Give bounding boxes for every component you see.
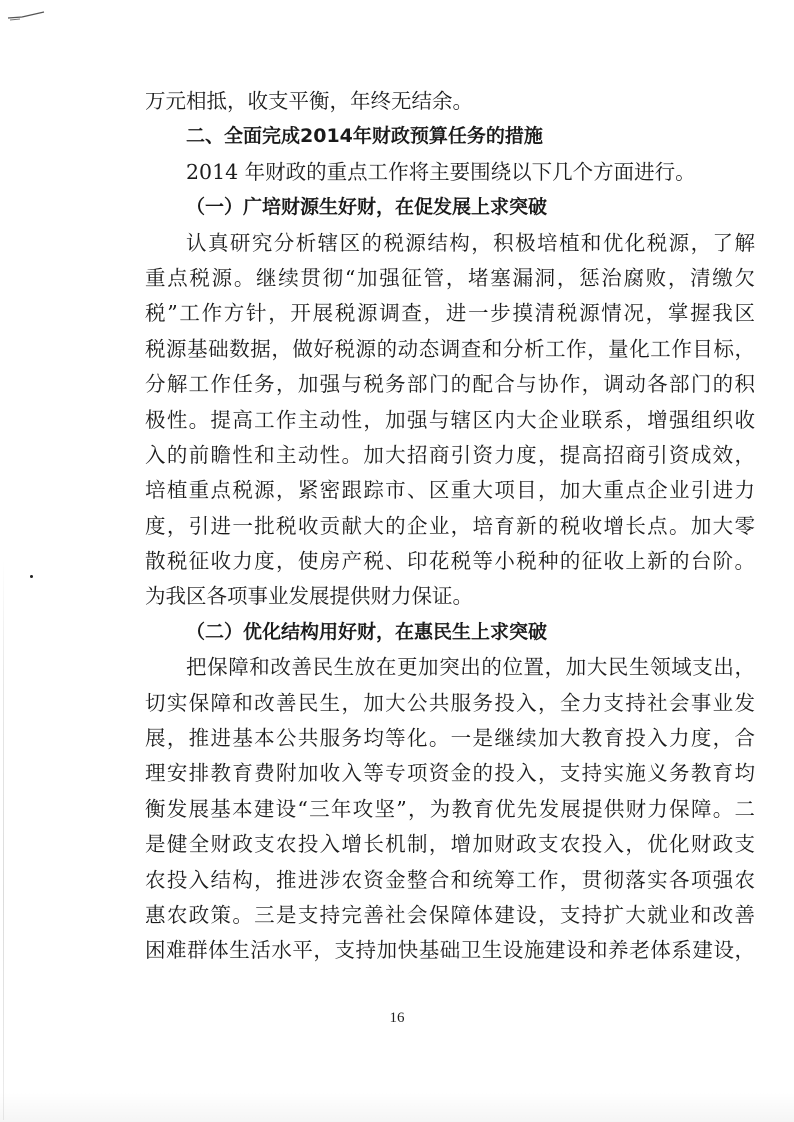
paragraph-line: 衡发展基本建设“三年攻坚”，为教育优先发展提供财力保障。二 — [145, 796, 755, 821]
document-body — [145, 84, 755, 969]
paragraph-line: 理安排教育费附加收入等专项资金的投入，支持实施义务教育均 — [145, 761, 755, 786]
scan-shadow — [0, 1092, 794, 1122]
scan-edge-line — [3, 560, 4, 1120]
paragraph-line: 万元相抵，收支平衡，年终无结余。 — [145, 89, 473, 113]
paragraph-line: 切实保障和改善民生，加大公共服务投入，全力支持社会事业发 — [145, 690, 755, 715]
paragraph-line: 极性。提高工作主动性，加强与辖区内大企业联系，增强组织收 — [145, 407, 755, 432]
paragraph-line: 培植重点税源，紧密跟踪市、区重大项目，加大重点企业引进力 — [145, 478, 755, 503]
section-heading: 二、全面完成2014年财政预算任务的措施 — [186, 125, 543, 148]
paragraph-line: 是健全财政支农投入增长机制，增加财政支农投入，优化财政支 — [145, 832, 755, 857]
paragraph-line: 认真研究分析辖区的税源结构，积极培植和优化税源，了解 — [186, 230, 755, 255]
paragraph-line: 税源基础数据，做好税源的动态调查和分析工作，量化工作目标， — [145, 336, 755, 361]
subsection-heading: （一）广培财源生好财，在促发展上求突破 — [186, 196, 548, 219]
paragraph-line: 重点税源。继续贯彻“加强征管，堵塞漏洞，惩治腐败，清缴欠 — [145, 265, 755, 290]
paragraph-line: 展，推进基本公共服务均等化。一是继续加大教育投入力度，合 — [145, 726, 755, 751]
paragraph-line: 2014 年财政的重点工作将主要围绕以下几个方面进行。 — [186, 159, 696, 184]
paragraph-line: 度，引进一批税收贡献大的企业，培育新的税收增长点。加大零 — [145, 513, 755, 538]
page-number: 16 — [389, 1010, 405, 1026]
paragraph-line: 惠农政策。三是支持完善社会保障体建设，支持扩大就业和改善 — [145, 902, 755, 927]
paragraph-line: 税”工作方针，开展税源调查，进一步摸清税源情况，掌握我区 — [145, 301, 755, 326]
paragraph-line: 散税征收力度，使房产税、印花税等小税种的征收上新的台阶。 — [145, 549, 755, 574]
paragraph-line: 分解工作任务，加强与税务部门的配合与协作，调动各部门的积 — [145, 372, 755, 397]
scan-mark-icon — [6, 8, 46, 22]
paragraph-line: 为我区各项事业发展提供财力保证。 — [145, 584, 473, 609]
paragraph-line: 困难群体生活水平，支持加快基础卫生设施建设和养老体系建设， — [145, 938, 755, 963]
paragraph-line: 把保障和改善民生放在更加突出的位置，加大民生领域支出， — [186, 655, 755, 680]
paragraph-line: 农投入结构，推进涉农资金整合和统筹工作，贯彻落实各项强农 — [145, 867, 755, 892]
subsection-heading: （二）优化结构用好财，在惠民生上求突破 — [186, 620, 548, 643]
paragraph-line: 入的前瞻性和主动性。加大招商引资力度，提高招商引资成效， — [145, 442, 755, 467]
scan-speck — [30, 575, 33, 578]
